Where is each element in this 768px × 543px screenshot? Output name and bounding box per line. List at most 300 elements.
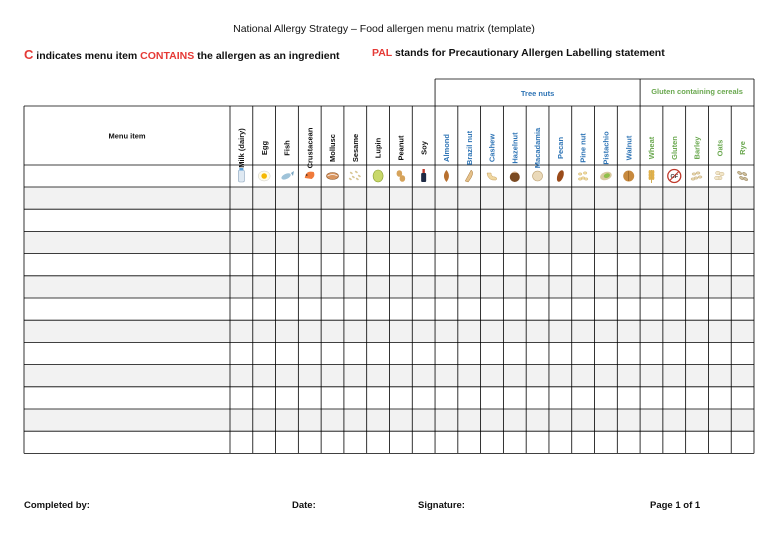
allergen-cell[interactable] <box>526 209 549 231</box>
allergen-cell[interactable] <box>503 298 526 320</box>
allergen-cell[interactable] <box>253 342 276 364</box>
allergen-cell[interactable] <box>640 209 663 231</box>
allergen-cell[interactable] <box>344 387 367 409</box>
allergen-cell[interactable] <box>526 342 549 364</box>
allergen-cell[interactable] <box>367 231 390 253</box>
allergen-cell[interactable] <box>526 276 549 298</box>
allergen-cell[interactable] <box>389 365 412 387</box>
allergen-cell[interactable] <box>572 431 595 453</box>
allergen-cell[interactable] <box>367 209 390 231</box>
allergen-cell[interactable] <box>686 431 709 453</box>
allergen-cell[interactable] <box>481 187 504 209</box>
allergen-cell[interactable] <box>731 342 754 364</box>
allergen-cell[interactable] <box>572 387 595 409</box>
allergen-cell[interactable] <box>481 431 504 453</box>
allergen-cell[interactable] <box>708 254 731 276</box>
allergen-cell[interactable] <box>731 409 754 431</box>
allergen-cell[interactable] <box>253 320 276 342</box>
allergen-cell[interactable] <box>321 276 344 298</box>
allergen-cell[interactable] <box>458 298 481 320</box>
allergen-cell[interactable] <box>412 254 435 276</box>
menu-item-cell[interactable] <box>24 298 230 320</box>
allergen-cell[interactable] <box>640 276 663 298</box>
allergen-cell[interactable] <box>481 231 504 253</box>
allergen-cell[interactable] <box>526 431 549 453</box>
allergen-cell[interactable] <box>367 409 390 431</box>
allergen-cell[interactable] <box>276 320 299 342</box>
allergen-cell[interactable] <box>435 298 458 320</box>
allergen-cell[interactable] <box>253 431 276 453</box>
allergen-cell[interactable] <box>640 231 663 253</box>
allergen-cell[interactable] <box>686 409 709 431</box>
allergen-cell[interactable] <box>663 276 686 298</box>
allergen-cell[interactable] <box>686 298 709 320</box>
allergen-cell[interactable] <box>458 342 481 364</box>
allergen-cell[interactable] <box>731 254 754 276</box>
allergen-cell[interactable] <box>617 209 640 231</box>
menu-item-cell[interactable] <box>24 209 230 231</box>
allergen-cell[interactable] <box>617 298 640 320</box>
allergen-cell[interactable] <box>435 254 458 276</box>
allergen-cell[interactable] <box>595 276 618 298</box>
mussel-icon <box>327 173 339 180</box>
allergen-cell[interactable] <box>298 342 321 364</box>
oats-icon <box>715 171 724 180</box>
allergen-cell[interactable] <box>321 231 344 253</box>
allergen-cell[interactable] <box>344 276 367 298</box>
legend-contains-word: CONTAINS <box>140 50 195 62</box>
allergen-cell[interactable] <box>663 409 686 431</box>
allergen-cell[interactable] <box>663 365 686 387</box>
allergen-cell[interactable] <box>389 342 412 364</box>
allergen-cell[interactable] <box>731 320 754 342</box>
allergen-cell[interactable] <box>276 276 299 298</box>
allergen-cell[interactable] <box>503 209 526 231</box>
allergen-cell[interactable] <box>435 342 458 364</box>
allergen-cell[interactable] <box>344 298 367 320</box>
allergen-cell[interactable] <box>367 342 390 364</box>
allergen-cell[interactable] <box>640 431 663 453</box>
allergen-cell[interactable] <box>412 409 435 431</box>
allergen-cell[interactable] <box>617 409 640 431</box>
allergen-cell[interactable] <box>344 209 367 231</box>
allergen-cell[interactable] <box>640 387 663 409</box>
menu-item-cell[interactable] <box>24 231 230 253</box>
allergen-cell[interactable] <box>230 209 253 231</box>
allergen-cell[interactable] <box>731 187 754 209</box>
allergen-cell[interactable] <box>595 254 618 276</box>
allergen-cell[interactable] <box>367 298 390 320</box>
allergen-cell[interactable] <box>298 231 321 253</box>
allergen-cell[interactable] <box>412 187 435 209</box>
allergen-cell[interactable] <box>549 342 572 364</box>
allergen-cell[interactable] <box>686 187 709 209</box>
allergen-cell[interactable] <box>321 209 344 231</box>
allergen-cell[interactable] <box>435 231 458 253</box>
allergen-cell[interactable] <box>253 365 276 387</box>
walnut-icon <box>623 171 634 182</box>
allergen-cell[interactable] <box>731 276 754 298</box>
allergen-cell[interactable] <box>481 298 504 320</box>
allergen-cell[interactable] <box>344 342 367 364</box>
allergen-cell[interactable] <box>549 276 572 298</box>
allergen-cell[interactable] <box>640 409 663 431</box>
allergen-cell[interactable] <box>572 276 595 298</box>
allergen-cell[interactable] <box>276 342 299 364</box>
allergen-cell[interactable] <box>526 409 549 431</box>
allergen-cell[interactable] <box>458 209 481 231</box>
allergen-cell[interactable] <box>526 254 549 276</box>
allergen-cell[interactable] <box>253 276 276 298</box>
allergen-cell[interactable] <box>708 342 731 364</box>
macadamia-icon <box>533 171 543 181</box>
allergen-cell[interactable] <box>503 254 526 276</box>
allergen-cell[interactable] <box>412 298 435 320</box>
allergen-cell[interactable] <box>572 298 595 320</box>
allergen-cell[interactable] <box>617 187 640 209</box>
allergen-cell[interactable] <box>663 254 686 276</box>
allergen-cell[interactable] <box>572 409 595 431</box>
menu-item-cell[interactable] <box>24 276 230 298</box>
allergen-cell[interactable] <box>321 254 344 276</box>
allergen-cell[interactable] <box>481 276 504 298</box>
allergen-cell[interactable] <box>617 320 640 342</box>
allergen-cell[interactable] <box>276 254 299 276</box>
allergen-cell[interactable] <box>435 209 458 231</box>
allergen-cell[interactable] <box>708 365 731 387</box>
allergen-cell[interactable] <box>321 387 344 409</box>
allergen-cell[interactable] <box>389 409 412 431</box>
allergen-cell[interactable] <box>230 387 253 409</box>
allergen-cell[interactable] <box>503 409 526 431</box>
allergen-cell[interactable] <box>640 187 663 209</box>
allergen-cell[interactable] <box>298 298 321 320</box>
allergen-cell[interactable] <box>367 320 390 342</box>
allergen-cell[interactable] <box>595 409 618 431</box>
allergen-cell[interactable] <box>458 409 481 431</box>
allergen-cell[interactable] <box>686 209 709 231</box>
allergen-cell[interactable] <box>253 387 276 409</box>
allergen-cell[interactable] <box>503 276 526 298</box>
allergen-cell[interactable] <box>686 254 709 276</box>
allergen-cell[interactable] <box>526 231 549 253</box>
allergen-cell[interactable] <box>298 209 321 231</box>
allergen-cell[interactable] <box>526 298 549 320</box>
allergen-cell[interactable] <box>276 431 299 453</box>
allergen-cell[interactable] <box>686 387 709 409</box>
allergen-cell[interactable] <box>686 231 709 253</box>
allergen-cell[interactable] <box>549 431 572 453</box>
allergen-cell[interactable] <box>549 254 572 276</box>
allergen-cell[interactable] <box>458 431 481 453</box>
allergen-cell[interactable] <box>458 276 481 298</box>
allergen-cell[interactable] <box>253 298 276 320</box>
allergen-cell[interactable] <box>230 298 253 320</box>
allergen-cell[interactable] <box>321 320 344 342</box>
menu-item-cell[interactable] <box>24 431 230 453</box>
allergen-cell[interactable] <box>708 209 731 231</box>
allergen-cell[interactable] <box>481 387 504 409</box>
allergen-cell[interactable] <box>230 365 253 387</box>
allergen-cell[interactable] <box>708 409 731 431</box>
allergen-cell[interactable] <box>503 320 526 342</box>
allergen-cell[interactable] <box>617 431 640 453</box>
allergen-cell[interactable] <box>230 276 253 298</box>
allergen-cell[interactable] <box>617 342 640 364</box>
allergen-cell[interactable] <box>276 231 299 253</box>
allergen-cell[interactable] <box>572 342 595 364</box>
column-header-egg: Egg <box>259 140 269 156</box>
allergen-cell[interactable] <box>663 298 686 320</box>
allergen-cell[interactable] <box>549 298 572 320</box>
allergen-cell[interactable] <box>412 431 435 453</box>
allergen-cell[interactable] <box>595 320 618 342</box>
allergen-cell[interactable] <box>298 387 321 409</box>
allergen-cell[interactable] <box>595 431 618 453</box>
allergen-cell[interactable] <box>458 320 481 342</box>
allergen-cell[interactable] <box>503 365 526 387</box>
milk-bottle-icon <box>238 168 244 182</box>
allergen-cell[interactable] <box>708 298 731 320</box>
allergen-cell[interactable] <box>253 409 276 431</box>
allergen-cell[interactable] <box>526 365 549 387</box>
allergen-cell[interactable] <box>663 187 686 209</box>
allergen-cell[interactable] <box>298 431 321 453</box>
allergen-cell[interactable] <box>321 409 344 431</box>
allergen-cell[interactable] <box>549 187 572 209</box>
allergen-cell[interactable] <box>708 276 731 298</box>
allergen-cell[interactable] <box>321 431 344 453</box>
allergen-cell[interactable] <box>230 187 253 209</box>
allergen-cell[interactable] <box>526 187 549 209</box>
allergen-cell[interactable] <box>708 231 731 253</box>
allergen-cell[interactable] <box>321 298 344 320</box>
allergen-cell[interactable] <box>389 209 412 231</box>
allergen-cell[interactable] <box>640 365 663 387</box>
allergen-cell[interactable] <box>708 320 731 342</box>
allergen-cell[interactable] <box>253 187 276 209</box>
allergen-cell[interactable] <box>253 231 276 253</box>
allergen-cell[interactable] <box>389 298 412 320</box>
allergen-cell[interactable] <box>367 276 390 298</box>
allergen-cell[interactable] <box>572 320 595 342</box>
allergen-cell[interactable] <box>344 320 367 342</box>
allergen-cell[interactable] <box>686 342 709 364</box>
allergen-cell[interactable] <box>344 254 367 276</box>
allergen-cell[interactable] <box>595 298 618 320</box>
allergen-cell[interactable] <box>344 365 367 387</box>
allergen-cell[interactable] <box>549 320 572 342</box>
allergen-cell[interactable] <box>321 342 344 364</box>
allergen-cell[interactable] <box>572 231 595 253</box>
allergen-cell[interactable] <box>230 231 253 253</box>
allergen-cell[interactable] <box>389 320 412 342</box>
allergen-cell[interactable] <box>367 387 390 409</box>
allergen-cell[interactable] <box>435 276 458 298</box>
allergen-cell[interactable] <box>298 409 321 431</box>
allergen-cell[interactable] <box>572 187 595 209</box>
allergen-cell[interactable] <box>617 365 640 387</box>
allergen-cell[interactable] <box>298 276 321 298</box>
allergen-cell[interactable] <box>731 387 754 409</box>
allergen-cell[interactable] <box>367 187 390 209</box>
allergen-cell[interactable] <box>549 209 572 231</box>
allergen-cell[interactable] <box>617 254 640 276</box>
allergen-cell[interactable] <box>412 342 435 364</box>
allergen-cell[interactable] <box>230 342 253 364</box>
allergen-cell[interactable] <box>595 365 618 387</box>
allergen-cell[interactable] <box>276 298 299 320</box>
allergen-cell[interactable] <box>389 431 412 453</box>
allergen-cell[interactable] <box>435 320 458 342</box>
allergen-cell[interactable] <box>344 187 367 209</box>
allergen-cell[interactable] <box>276 187 299 209</box>
allergen-cell[interactable] <box>595 209 618 231</box>
column-header-wheat: Wheat <box>647 136 657 160</box>
allergen-cell[interactable] <box>503 342 526 364</box>
menu-item-cell[interactable] <box>24 409 230 431</box>
allergen-cell[interactable] <box>481 409 504 431</box>
allergen-cell[interactable] <box>412 276 435 298</box>
allergen-cell[interactable] <box>708 387 731 409</box>
allergen-cell[interactable] <box>617 276 640 298</box>
allergen-cell[interactable] <box>595 231 618 253</box>
allergen-cell[interactable] <box>276 409 299 431</box>
allergen-cell[interactable] <box>367 365 390 387</box>
allergen-cell[interactable] <box>595 387 618 409</box>
allergen-cell[interactable] <box>572 365 595 387</box>
allergen-cell[interactable] <box>663 342 686 364</box>
allergen-cell[interactable] <box>595 187 618 209</box>
allergen-cell[interactable] <box>708 431 731 453</box>
allergen-cell[interactable] <box>549 365 572 387</box>
allergen-cell[interactable] <box>663 231 686 253</box>
allergen-cell[interactable] <box>481 365 504 387</box>
pistachio-icon <box>599 170 613 182</box>
allergen-cell[interactable] <box>458 387 481 409</box>
menu-item-cell[interactable] <box>24 342 230 364</box>
allergen-cell[interactable] <box>230 431 253 453</box>
allergen-cell[interactable] <box>549 387 572 409</box>
allergen-cell[interactable] <box>686 320 709 342</box>
allergen-cell[interactable] <box>549 409 572 431</box>
allergen-cell[interactable] <box>367 431 390 453</box>
allergen-cell[interactable] <box>458 254 481 276</box>
allergen-cell[interactable] <box>481 254 504 276</box>
allergen-cell[interactable] <box>731 298 754 320</box>
allergen-cell[interactable] <box>481 209 504 231</box>
allergen-cell[interactable] <box>344 409 367 431</box>
allergen-cell[interactable] <box>230 320 253 342</box>
allergen-cell[interactable] <box>321 365 344 387</box>
allergen-cell[interactable] <box>663 209 686 231</box>
completed-by-label: Completed by: <box>24 500 90 511</box>
allergen-cell[interactable] <box>708 187 731 209</box>
menu-item-cell[interactable] <box>24 254 230 276</box>
date-label: Date: <box>292 500 316 511</box>
allergen-cell[interactable] <box>458 365 481 387</box>
allergen-cell[interactable] <box>298 187 321 209</box>
allergen-cell[interactable] <box>367 254 390 276</box>
allergen-cell[interactable] <box>458 187 481 209</box>
allergen-cell[interactable] <box>389 231 412 253</box>
allergen-cell[interactable] <box>663 387 686 409</box>
allergen-cell[interactable] <box>617 387 640 409</box>
allergen-cell[interactable] <box>526 387 549 409</box>
allergen-cell[interactable] <box>412 387 435 409</box>
allergen-cell[interactable] <box>276 387 299 409</box>
allergen-cell[interactable] <box>435 431 458 453</box>
allergen-cell[interactable] <box>458 231 481 253</box>
menu-item-cell[interactable] <box>24 365 230 387</box>
allergen-cell[interactable] <box>412 209 435 231</box>
allergen-cell[interactable] <box>344 431 367 453</box>
allergen-cell[interactable] <box>412 231 435 253</box>
allergen-cell[interactable] <box>321 187 344 209</box>
allergen-cell[interactable] <box>572 209 595 231</box>
allergen-cell[interactable] <box>298 365 321 387</box>
menu-item-cell[interactable] <box>24 387 230 409</box>
allergen-cell[interactable] <box>686 365 709 387</box>
allergen-cell[interactable] <box>253 209 276 231</box>
allergen-cell[interactable] <box>640 254 663 276</box>
allergen-cell[interactable] <box>640 342 663 364</box>
allergen-cell[interactable] <box>549 231 572 253</box>
menu-item-cell[interactable] <box>24 320 230 342</box>
allergen-cell[interactable] <box>503 187 526 209</box>
allergen-cell[interactable] <box>344 231 367 253</box>
allergen-cell[interactable] <box>481 320 504 342</box>
allergen-cell[interactable] <box>389 254 412 276</box>
allergen-cell[interactable] <box>663 431 686 453</box>
allergen-cell[interactable] <box>435 187 458 209</box>
allergen-cell[interactable] <box>503 431 526 453</box>
column-header-macadamia: Macadamia <box>533 127 543 169</box>
allergen-cell[interactable] <box>435 387 458 409</box>
allergen-cell[interactable] <box>731 365 754 387</box>
allergen-cell[interactable] <box>686 276 709 298</box>
allergen-cell[interactable] <box>503 231 526 253</box>
allergen-cell[interactable] <box>412 320 435 342</box>
allergen-cell[interactable] <box>298 320 321 342</box>
allergen-cell[interactable] <box>731 231 754 253</box>
allergen-cell[interactable] <box>389 276 412 298</box>
allergen-cell[interactable] <box>298 254 321 276</box>
allergen-cell[interactable] <box>572 254 595 276</box>
allergen-cell[interactable] <box>412 365 435 387</box>
allergen-cell[interactable] <box>617 231 640 253</box>
allergen-cell[interactable] <box>435 409 458 431</box>
allergen-cell[interactable] <box>503 387 526 409</box>
menu-item-cell[interactable] <box>24 187 230 209</box>
allergen-cell[interactable] <box>230 409 253 431</box>
allergen-cell[interactable] <box>389 387 412 409</box>
allergen-cell[interactable] <box>640 320 663 342</box>
allergen-cell[interactable] <box>481 342 504 364</box>
allergen-cell[interactable] <box>389 187 412 209</box>
allergen-cell[interactable] <box>731 209 754 231</box>
allergen-cell[interactable] <box>276 209 299 231</box>
allergen-cell[interactable] <box>595 342 618 364</box>
allergen-cell[interactable] <box>230 254 253 276</box>
allergen-cell[interactable] <box>663 320 686 342</box>
allergen-cell[interactable] <box>640 298 663 320</box>
allergen-cell[interactable] <box>435 365 458 387</box>
allergen-cell[interactable] <box>526 320 549 342</box>
allergen-cell[interactable] <box>276 365 299 387</box>
allergen-cell[interactable] <box>731 431 754 453</box>
allergen-cell[interactable] <box>253 254 276 276</box>
